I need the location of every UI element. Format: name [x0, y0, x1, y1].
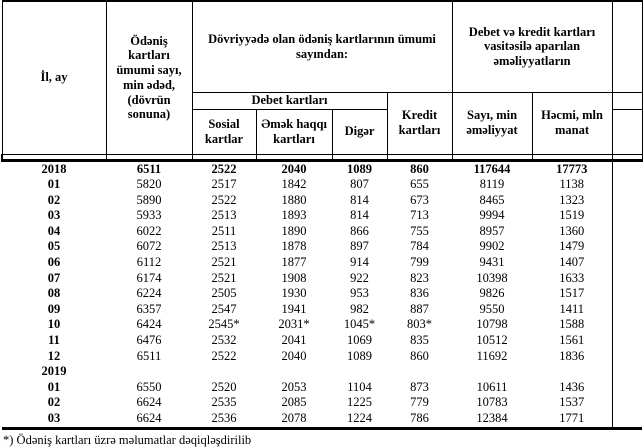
row-label: 04: [47, 223, 61, 238]
value-cell: [332, 364, 387, 380]
value-cell: 1588: [559, 317, 585, 332]
cutoff-column-header: [612, 1, 642, 92]
cutoff-cell: [612, 193, 642, 209]
cutoff-cell: [612, 302, 642, 318]
value-cell: 755: [410, 223, 429, 238]
value-cell: 2535: [211, 395, 237, 410]
value-cell: 1479: [559, 239, 585, 254]
row-label: 11: [48, 333, 60, 348]
value-cell: 1411: [559, 301, 585, 316]
row-label: 10: [47, 317, 61, 332]
value-cell: 2520: [211, 379, 237, 394]
value-cell: 6174: [136, 270, 162, 285]
value-cell: 784: [410, 239, 429, 254]
value-cell: 2521: [211, 255, 237, 270]
col-header-ops-count: Sayı, min əməliyyat: [452, 92, 532, 154]
table-row: [2, 193, 642, 209]
value-cell: 814: [350, 192, 369, 207]
table-row: [2, 160, 642, 177]
col-header-ops-volume: Həcmi, mln manat: [532, 92, 612, 154]
value-cell: [532, 364, 612, 380]
value-cell: 12384: [452, 411, 532, 428]
value-cell: 887: [410, 301, 429, 316]
value-cell: [256, 364, 332, 380]
table-row: [2, 208, 642, 224]
row-label: 2018: [41, 161, 67, 176]
value-cell: 2522: [211, 161, 237, 176]
value-cell: 1941: [281, 301, 307, 316]
value-cell: 873: [410, 379, 429, 394]
value-cell: 1045*: [343, 317, 376, 332]
value-cell: 2513: [211, 208, 237, 223]
value-cell: 5890: [136, 192, 162, 207]
value-cell: 5820: [136, 177, 162, 192]
table-row: [2, 224, 642, 240]
table-row: [2, 177, 642, 193]
value-cell: 1517: [559, 286, 585, 301]
value-cell: 1537: [559, 395, 585, 410]
value-cell: 8957: [479, 223, 505, 238]
value-cell: 2085: [281, 395, 307, 410]
table-row: [2, 286, 642, 302]
value-cell: 6624: [136, 395, 162, 410]
cutoff-cell: [612, 271, 642, 287]
value-cell: 6511: [136, 161, 162, 176]
table-row: [2, 271, 642, 287]
cutoff-cell: [612, 239, 642, 255]
value-cell: 799: [410, 255, 429, 270]
value-cell: 1360: [559, 223, 585, 238]
value-cell: 6550: [136, 379, 162, 394]
value-cell: 6357: [136, 301, 162, 316]
cutoff-cell: [612, 224, 642, 240]
row-label: 05: [47, 239, 61, 254]
value-cell: 5933: [136, 208, 162, 223]
value-cell: 1069: [347, 333, 372, 348]
value-cell: 2078: [256, 411, 332, 428]
col-header-credit-cards: Kredit kartları: [387, 92, 452, 154]
value-cell: 6224: [136, 286, 162, 301]
value-cell: 807: [350, 177, 369, 192]
footnote: *) Ödəniş kartları üzrə məlumatlar dəqiqləşdirilib: [3, 433, 252, 447]
cutoff-cell: [612, 364, 642, 380]
value-cell: 836: [410, 286, 429, 301]
row-label: 09: [47, 301, 61, 316]
value-cell: 713: [410, 208, 429, 223]
value-cell: 2505: [211, 286, 237, 301]
value-cell: 1893: [281, 208, 307, 223]
value-cell: 922: [350, 270, 369, 285]
table-row: [2, 239, 642, 255]
value-cell: 860: [410, 161, 429, 176]
cutoff-column-subcell: [612, 109, 642, 154]
payment-cards-table: [1, 0, 643, 430]
value-cell: 2522: [211, 192, 237, 207]
value-cell: 2041: [281, 333, 307, 348]
table-row: [2, 302, 642, 318]
value-cell: 786: [387, 411, 452, 428]
value-cell: 1089: [347, 348, 372, 363]
value-cell: 2040: [281, 348, 307, 363]
row-label: 02: [47, 192, 61, 207]
value-cell: 860: [410, 348, 429, 363]
value-cell: 1836: [559, 348, 585, 363]
value-cell: 117644: [473, 161, 511, 176]
value-cell: 673: [410, 192, 429, 207]
value-cell: 2532: [211, 333, 237, 348]
value-cell: 8119: [479, 177, 505, 192]
row-label: 06: [47, 255, 61, 270]
col-header-other-cards: Digər: [332, 109, 387, 154]
table-row: [2, 395, 642, 411]
value-cell: 9550: [479, 301, 505, 316]
value-cell: 1104: [347, 379, 372, 394]
value-cell: 953: [350, 286, 369, 301]
value-cell: 1561: [559, 333, 585, 348]
row-label: 03: [2, 411, 106, 428]
group-header-operations: Debet və kredit kartları vasitəsilə aparılan əməliyyatların: [452, 1, 612, 92]
value-cell: 779: [410, 395, 429, 410]
value-cell: 1877: [281, 255, 307, 270]
table-row: [2, 380, 642, 396]
value-cell: 2521: [211, 270, 237, 285]
value-cell: 866: [350, 223, 369, 238]
value-cell: 897: [350, 239, 369, 254]
value-cell: 2547: [211, 301, 237, 316]
header-row-groups: [2, 1, 642, 92]
table-row: [2, 255, 642, 271]
value-cell: 10798: [476, 317, 508, 332]
value-cell: 9431: [479, 255, 505, 270]
cutoff-cell: [612, 177, 642, 193]
row-label: 07: [47, 270, 61, 285]
value-cell: 9902: [479, 239, 505, 254]
row-label: 08: [47, 286, 61, 301]
value-cell: 2536: [192, 411, 256, 428]
col-header-total-cards: Ödəniş kartları ümumi sayı, min ədəd, (dövrün sonuna): [106, 1, 192, 154]
row-label: 2019: [41, 364, 67, 379]
row-label: 03: [47, 208, 61, 223]
value-cell: 2040: [281, 161, 307, 176]
value-cell: [452, 364, 532, 380]
value-cell: 814: [350, 208, 369, 223]
cutoff-cell: [612, 380, 642, 396]
value-cell: 982: [350, 301, 369, 316]
value-cell: 6624: [106, 411, 192, 428]
value-cell: 10398: [476, 270, 508, 285]
value-cell: 823: [410, 270, 429, 285]
value-cell: 1323: [559, 192, 585, 207]
value-cell: 6511: [136, 348, 162, 363]
value-cell: 1890: [281, 223, 307, 238]
col-header-salary-cards: Əmək haqqı kartları: [256, 109, 332, 154]
value-cell: 10512: [476, 333, 508, 348]
value-cell: 1878: [281, 239, 307, 254]
value-cell: 2517: [211, 177, 237, 192]
table-row: [2, 411, 642, 428]
cutoff-cell: [612, 333, 642, 349]
cutoff-cell: [612, 208, 642, 224]
value-cell: 1842: [281, 177, 307, 192]
value-cell: 1771: [532, 411, 612, 428]
value-cell: 10783: [476, 395, 508, 410]
value-cell: 6424: [136, 317, 162, 332]
cutoff-cell: [612, 160, 642, 177]
value-cell: 1930: [281, 286, 307, 301]
value-cell: 1225: [347, 395, 372, 410]
row-label: 02: [47, 395, 61, 410]
value-cell: 2545*: [208, 317, 240, 332]
value-cell: 6112: [136, 255, 162, 270]
cutoff-cell: [612, 395, 642, 411]
cutoff-column-band: [612, 92, 642, 109]
value-cell: [106, 364, 192, 380]
col-header-social-cards: Sosial kartlar: [192, 109, 256, 154]
table-row: [2, 349, 642, 365]
value-cell: 2031*: [278, 317, 310, 332]
value-cell: 2053: [281, 379, 307, 394]
value-cell: 1880: [281, 192, 307, 207]
col-header-year-month: İl, ay: [2, 1, 106, 154]
cutoff-cell: [612, 317, 642, 333]
value-cell: 1407: [559, 255, 585, 270]
row-label: 12: [47, 348, 61, 363]
cutoff-cell: [612, 411, 642, 428]
table-header: [2, 1, 642, 160]
cutoff-cell: [612, 349, 642, 365]
value-cell: 2513: [211, 239, 237, 254]
cutoff-cell: [612, 255, 642, 271]
value-cell: 914: [350, 255, 369, 270]
value-cell: 8465: [479, 192, 505, 207]
value-cell: 1138: [559, 177, 585, 192]
value-cell: 655: [410, 177, 429, 192]
value-cell: 6476: [136, 333, 162, 348]
value-cell: 10611: [476, 379, 508, 394]
band-header-debet-cards: Debet kartları: [192, 92, 387, 109]
group-header-cards-in-circulation: Dövriyyədə olan ödəniş kartlarının ümumi sayından:: [192, 1, 452, 92]
value-cell: 1224: [332, 411, 387, 428]
table-row: [2, 364, 642, 380]
value-cell: 11692: [476, 348, 508, 363]
value-cell: 17773: [556, 161, 588, 176]
value-cell: 1633: [559, 270, 585, 285]
row-label: 01: [47, 379, 61, 394]
value-cell: 6072: [136, 239, 162, 254]
value-cell: 9826: [479, 286, 505, 301]
value-cell: 803*: [407, 317, 433, 332]
table-body: [2, 160, 642, 428]
value-cell: 1519: [559, 208, 585, 223]
value-cell: 9994: [479, 208, 505, 223]
value-cell: 1908: [281, 270, 307, 285]
value-cell: [192, 364, 256, 380]
table-row: [2, 317, 642, 333]
value-cell: 835: [410, 333, 429, 348]
value-cell: [387, 364, 452, 380]
value-cell: 1089: [347, 161, 372, 176]
value-cell: 1436: [559, 379, 585, 394]
table-row: [2, 333, 642, 349]
row-label: 01: [47, 177, 61, 192]
value-cell: 2511: [211, 223, 237, 238]
value-cell: 2522: [211, 348, 237, 363]
value-cell: 6022: [136, 223, 162, 238]
cutoff-cell: [612, 286, 642, 302]
